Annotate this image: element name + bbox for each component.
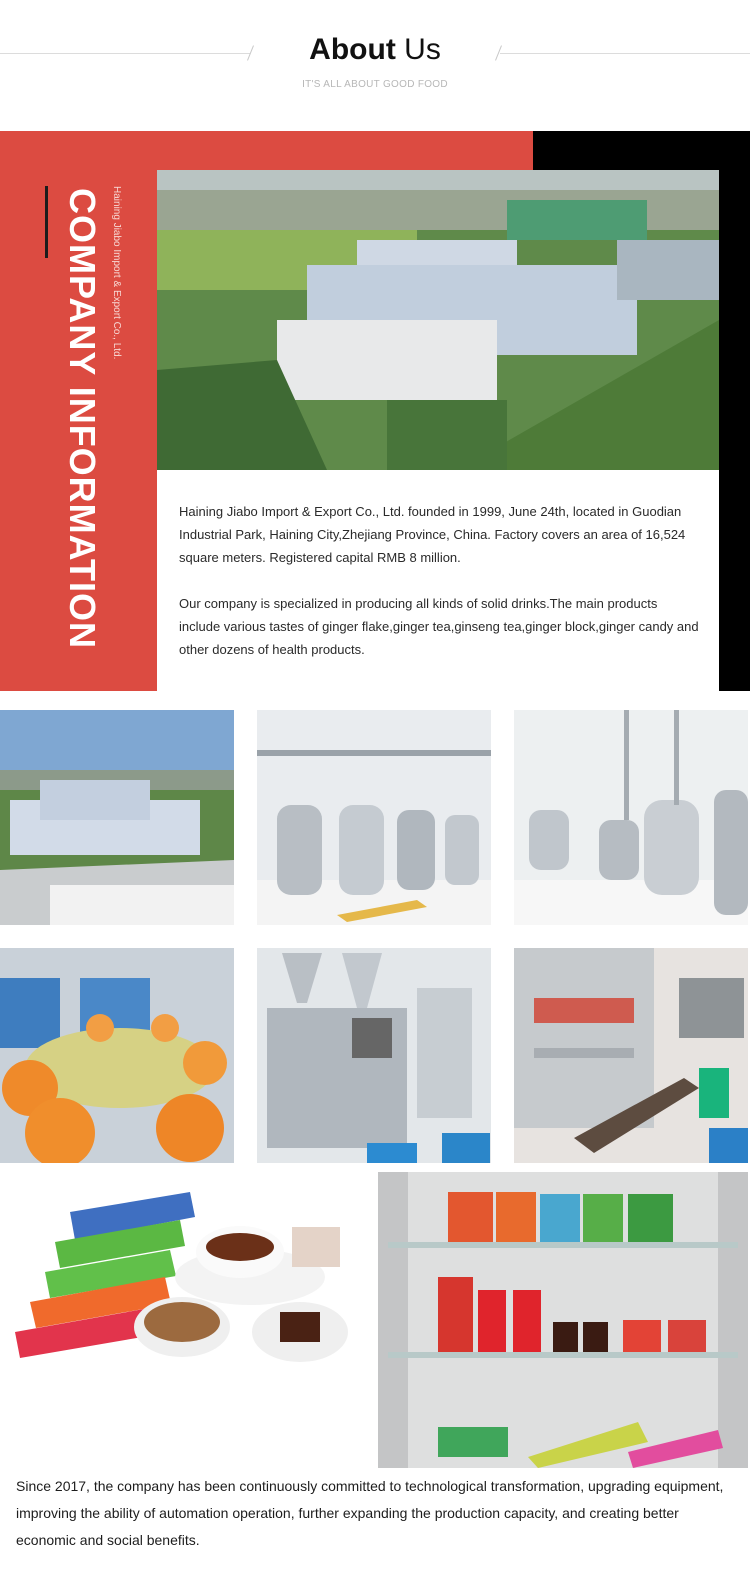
accent-bar <box>45 186 48 258</box>
gallery-photo-extraction-equipment <box>514 710 748 925</box>
company-name-vertical: Haining Jiabo Import & Export Co., Ltd. <box>111 186 122 360</box>
title-light: Us <box>404 33 441 66</box>
aerial-factory-photo <box>157 170 719 470</box>
gallery-photo-packaging-machine <box>257 948 491 1163</box>
company-information-title: COMPANY INFORMATION <box>62 188 103 649</box>
gallery-photo-filling-line <box>514 948 748 1163</box>
company-paragraph-2: Our company is specialized in producing all kinds of solid drinks.The main products include various tastes of ginger flake,ginger tea,ginseng tea,ginger block,ginger candy and other dozens of health products. <box>179 596 699 657</box>
gallery-photo-production-tanks <box>257 710 491 925</box>
footer-paragraph: Since 2017, the company has been continuously committed to technological transformation, upgrading equipment, improving the ability of automation operation, further expanding the production capacity, and creating better economic and social benefits. <box>16 1478 724 1548</box>
gallery-photo-aerial-factory <box>0 710 234 925</box>
gallery-photo-product-shelf <box>378 1172 748 1468</box>
title-bold: About <box>309 33 396 66</box>
page-subtitle: IT'S ALL ABOUT GOOD FOOD <box>302 79 448 90</box>
company-paragraph-1: Haining Jiabo Import & Export Co., Ltd. founded in 1999, June 24th, located in Guodian Industrial Park, Haining City,Zhejiang Province, China. Factory covers an area of 16,524 square meters. Registered capital RMB 8 million. <box>179 504 686 565</box>
gallery-photo-packing-workers <box>0 948 234 1163</box>
page-title <box>0 32 750 68</box>
gallery-photo-product-sticks <box>0 1172 370 1468</box>
